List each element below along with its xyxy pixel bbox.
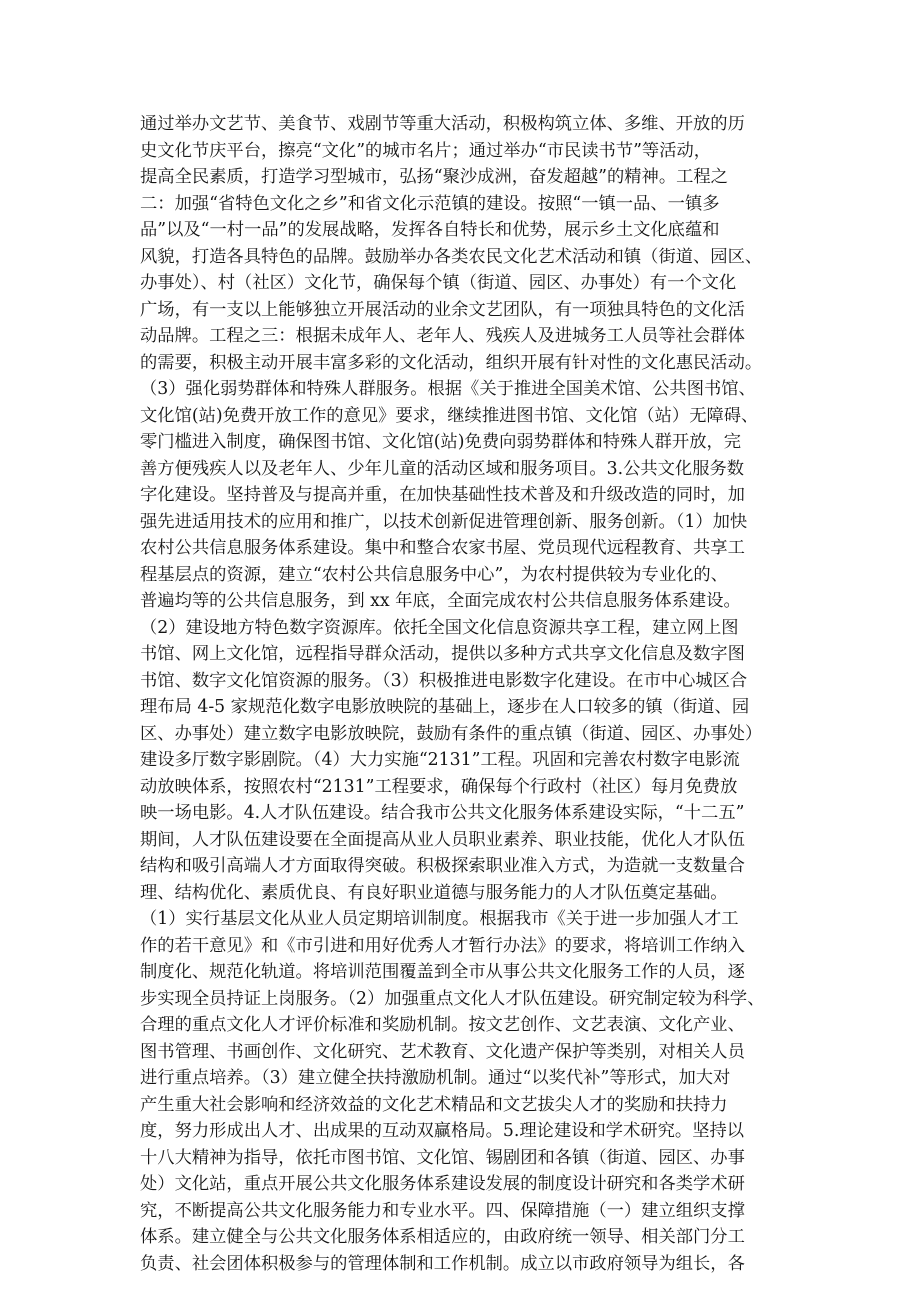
text-line: 究，不断提高公共文化服务能力和专业水平。四、保障措施（一）建立组织支撑	[140, 1200, 745, 1221]
text-line: 通过举办文艺节、美食节、戏剧节等重大活动，积极构筑立体、多维、开放的历	[140, 114, 745, 134]
text-line: 作的若干意见》和《市引进和用好优秀人才暂行办法》的要求，将培训工作纳入	[140, 935, 745, 956]
text-line: 负责、社会团体积极参与的管理体制和工作机制。成立以市政府领导为组长，各	[140, 1253, 745, 1274]
text-line: 进行重点培养。（3）建立健全扶持激励机制。通过“以奖代补”等形式，加大对	[140, 1068, 731, 1088]
text-line: （3）强化弱势群体和特殊人群服务。根据《关于推进全国美术馆、公共图书馆、	[140, 379, 756, 399]
text-line: 动品牌。工程之三：根据未成年人、老年人、残疾人及进城务工人员等社会群体	[140, 326, 745, 346]
text-line: 风貌，打造各具特色的品牌。鼓励举办各类农民文化艺术活动和镇（街道、园区、	[140, 246, 763, 267]
text-line: 普遍均等的公共信息服务，到 xx 年底，全面完成农村公共信息服务体系建设。	[140, 591, 741, 611]
text-line: 结构和吸引高端人才方面取得突破。积极探索职业准入方式，为造就一支数量合	[140, 856, 745, 876]
text-line: 办事处）、村（社区）文化节，确保每个镇（街道、园区、办事处）有一个文化	[140, 273, 737, 293]
text-line: 文化馆(站)免费开放工作的意见》要求，继续推进图书馆、文化馆（站）无障碍、	[140, 405, 759, 426]
text-line: 度，努力形成出人才、出成果的互动双赢格局。5.理论建设和学术研究。坚持以	[140, 1121, 745, 1141]
text-line: 期间，人才队伍建设要在全面提高从业人员职业素养、职业技能，优化人才队伍	[140, 829, 745, 850]
text-line: 程基层点的资源，建立“农村公共信息服务中心”，为农村提供较为专业化的、	[140, 564, 728, 585]
text-line: 的需要，积极主动开展丰富多彩的文化活动，组织开展有针对性的文化惠民活动。	[140, 352, 763, 373]
text-line: 制度化、规范化轨道。将培训范围覆盖到全市从事公共文化服务工作的人员，逐	[140, 962, 745, 982]
text-line: 理、结构优化、素质优良、有良好职业道德与服务能力的人才队伍奠定基础。	[140, 882, 728, 903]
text-line: 书馆、数字文化馆资源的服务。（3）积极推进电影数字化建设。在市中心城区合	[140, 670, 748, 691]
text-line: （1）实行基层文化从业人员定期培训制度。根据我市《关于进一步加强人才工	[140, 909, 739, 929]
text-line: 十八大精神为指导，依托市图书馆、文化馆、锡剧团和各镇（街道、园区、办事	[140, 1147, 745, 1168]
text-line: 合理的重点文化人才评价标准和奖励机制。按文艺创作、文艺表演、文化产业、	[140, 1015, 745, 1035]
text-line: 区、办事处）建立数字电影放映院，鼓励有条件的重点镇（街道、园区、办事处）	[140, 723, 763, 744]
text-line: 书馆、网上文化馆，远程指导群众活动，提供以多种方式共享文化信息及数字图	[140, 644, 745, 664]
text-line: （2）建设地方特色数字资源库。依托全国文化信息资源共享工程，建立网上图	[140, 617, 739, 638]
text-line: 品”以及“一村一品”的发展战略，发挥各自特长和优势，展示乡土文化底蕴和	[140, 220, 720, 240]
text-line: 产生重大社会影响和经济效益的文化艺术精品和文艺拔尖人才的奖励和扶持力	[140, 1094, 728, 1115]
text-line: 史文化节庆平台，擦亮“文化”的城市名片；通过举办“市民读书节”等活动，	[140, 140, 712, 161]
text-line: 善方便残疾人以及老年人、少年儿童的活动区域和服务项目。3.公共文化服务数	[140, 458, 745, 479]
text-line: 提高全民素质，打造学习型城市，弘扬“聚沙成洲，奋发超越”的精神。工程之	[140, 167, 728, 187]
text-line: 强先进适用技术的应用和推广，以技术创新促进管理创新、服务创新。（1）加快	[140, 511, 748, 532]
text-line: 图书管理、书画创作、文化研究、艺术教育、文化遗产保护等类别，对相关人员	[140, 1041, 745, 1062]
text-line: 零门槛进入制度，确保图书馆、文化馆(站)免费向弱势群体和特殊人群开放，完	[140, 432, 742, 452]
text-line: 处）文化站，重点开展公共文化服务体系建设发展的制度设计研究和各类学术研	[140, 1174, 745, 1194]
body-text	[140, 111, 800, 1277]
text-line: 体系。建立健全与公共文化服务体系相适应的，由政府统一领导、相关部门分工	[140, 1227, 745, 1247]
text-line: 建设多厅数字影剧院。（4）大力实施“2131”工程。巩固和完善农村数字电影流	[140, 750, 740, 770]
text-line: 动放映体系，按照农村“2131”工程要求，确保每个行政村（社区）每月免费放	[140, 776, 738, 797]
text-line: 广场，有一支以上能够独立开展活动的业余文艺团队，有一项独具特色的文化活	[140, 299, 745, 320]
text-line: 二：加强“省特色文化之乡”和省文化示范镇的建设。按照“一镇一品、一镇多	[140, 193, 720, 214]
text-line: 农村公共信息服务体系建设。集中和整合农家书屋、党员现代远程教育、共享工	[140, 538, 745, 558]
text-line: 字化建设。坚持普及与提高并重，在加快基础性技术普及和升级改造的同时，加	[140, 485, 745, 505]
text-line: 步实现全员持证上岗服务。（2）加强重点文化人才队伍建设。研究制定较为科学、	[140, 988, 765, 1009]
text-line: 映一场电影。4.人才队伍建设。结合我市公共文化服务体系建设实际，“十二五”	[140, 803, 745, 823]
text-line: 理布局 4-5 家规范化数字电影放映院的基础上，逐步在人口较多的镇（街道、园	[140, 697, 750, 717]
